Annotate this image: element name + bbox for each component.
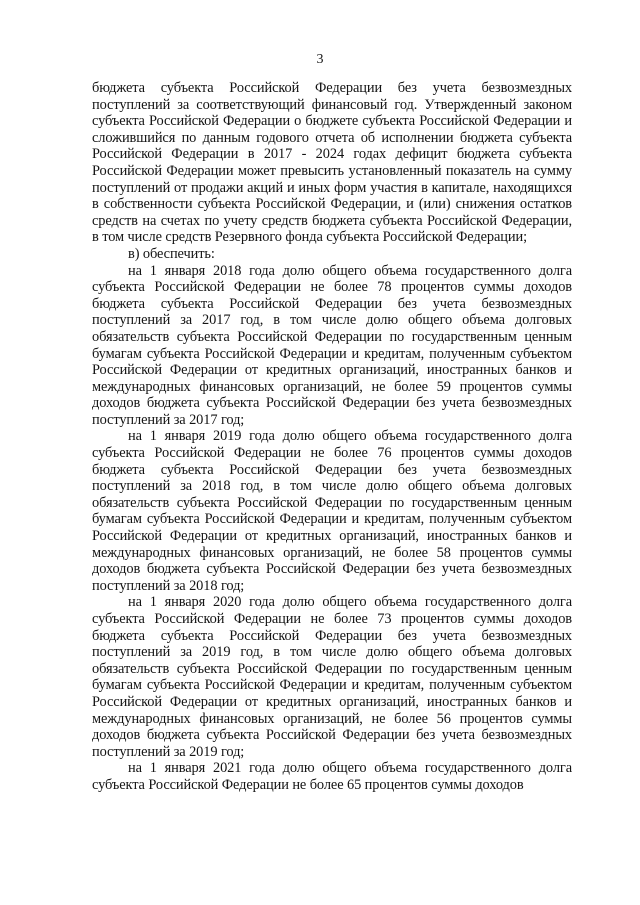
paragraph-debt-2019: на 1 января 2019 года долю общего объема государственного долга субъекта Российской Федерации не более 76 процентов суммы доходов бюджета субъекта Российской Федерации без учета безвозмездных поступлений за 2018 год, в том числе долю общего объема долговых обязательств субъекта Российской Федерации по государственным ценным бумагам субъекта Российской Федерации и кредитам, полученным субъектом Российской Федерации от кредитных организаций, иностранных банков и международных финансовых организаций, не более 58 процентов суммы доходов бюджета субъекта Российской Федерации без учета безвозмездных поступлений за 2018 год; xyxy=(92,428,572,594)
paragraph-debt-2021: на 1 января 2021 года долю общего объема государственного долга субъекта Российской Федерации не более 65 процентов суммы доходов xyxy=(92,760,572,793)
paragraph-deficit-continuation: бюджета субъекта Российской Федерации без учета безвозмездных поступлений за соответствующий финансовый год. Утвержденный законом субъекта Российской Федерации о бюджете субъекта Российской Федерации и сложившийся по данным годового отчета об исполнении бюджета субъекта Российской Федерации в 2017 - 2024 годах дефицит бюджета субъекта Российской Федерации может превысить установленный показатель на сумму поступлений от продажи акций и иных форм участия в капитале, находящихся в собственности субъекта Российской Федерации, и (или) снижения остатков средств на счетах по учету средств бюджета субъекта Российской Федерации, в том числе средств Резервного фонда субъекта Российской Федерации; xyxy=(92,80,572,246)
paragraph-debt-2018: на 1 января 2018 года долю общего объема государственного долга субъекта Российской Федерации не более 78 процентов суммы доходов бюджета субъекта Российской Федерации без учета безвозмездных поступлений за 2017 год, в том числе долю общего объема долговых обязательств субъекта Российской Федерации по государственным ценным бумагам субъекта Российской Федерации и кредитам, полученным субъектом Российской Федерации от кредитных организаций, иностранных банков и международных финансовых организаций, не более 59 процентов суммы доходов бюджета субъекта Российской Федерации без учета безвозмездных поступлений за 2017 год; xyxy=(92,262,572,428)
document-body xyxy=(92,80,572,794)
page-number: 3 xyxy=(316,52,324,67)
paragraph-debt-2020: на 1 января 2020 года долю общего объема государственного долга субъекта Российской Федерации не более 73 процентов суммы доходов бюджета субъекта Российской Федерации без учета безвозмездных поступлений за 2019 год, в том числе долю общего объема долговых обязательств субъекта Российской Федерации по государственным ценным бумагам субъекта Российской Федерации и кредитам, полученным субъектом Российской Федерации от кредитных организаций, иностранных банков и международных финансовых организаций, не более 56 процентов суммы доходов бюджета субъекта Российской Федерации без учета безвозмездных поступлений за 2019 год; xyxy=(92,594,572,760)
paragraph-subitem-v: в) обеспечить: xyxy=(128,245,215,262)
